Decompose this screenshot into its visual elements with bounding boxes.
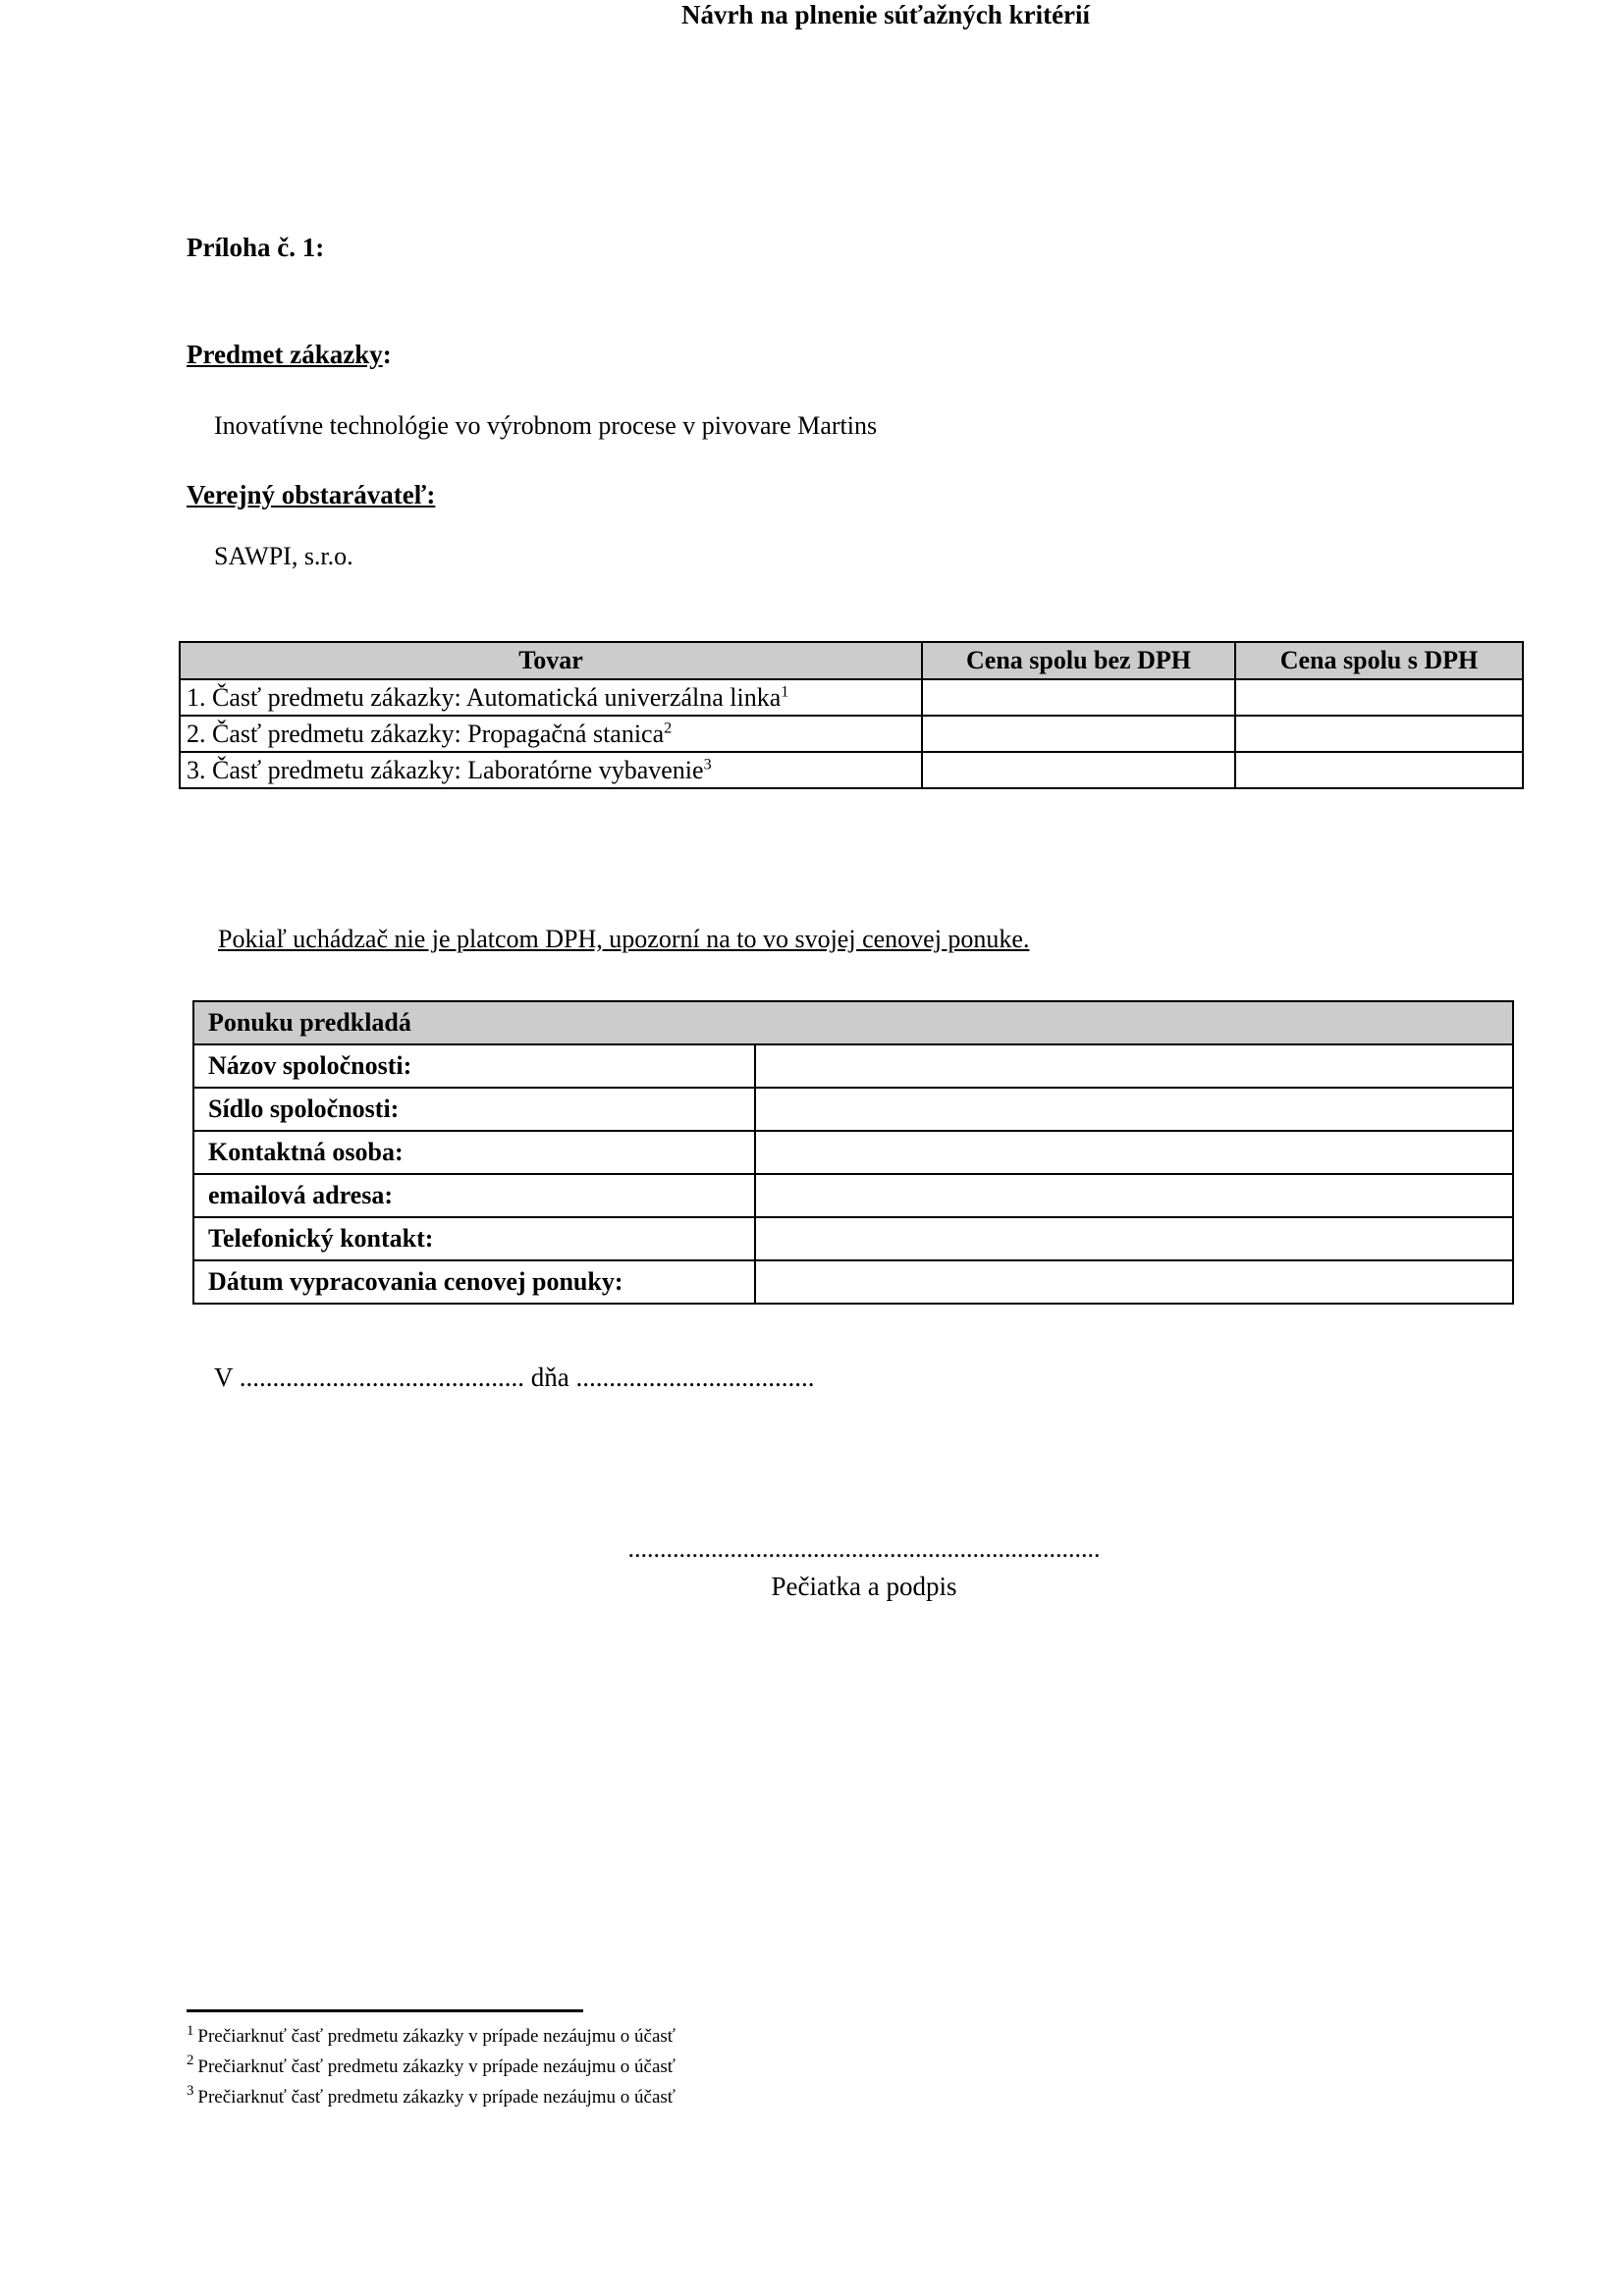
footnote-text: Prečiarknuť časť predmetu zákazky v prípade nezáujmu o účasť (197, 2056, 676, 2077)
bidder-table-header-label: Ponuku predkladá (193, 1001, 1513, 1044)
table-row (193, 1217, 1513, 1260)
field-value-offer-date[interactable] (755, 1260, 1513, 1304)
goods-item-label: 3. Časť predmetu zákazky: Laboratórne vybavenie (187, 755, 704, 784)
place-and-date-line[interactable]: V ........................................... dňa .................................... (214, 1362, 815, 1392)
table-header-row (180, 642, 1523, 679)
goods-item-cell (180, 716, 922, 752)
footnote-list (187, 2022, 1365, 2112)
field-value-email[interactable] (755, 1174, 1513, 1217)
bidder-table-header-row (193, 1001, 1513, 1044)
column-header-price-gross: Cena spolu s DPH (1235, 642, 1523, 679)
section-heading-subject-text: Predmet zákazky (187, 340, 383, 369)
price-net-cell[interactable] (922, 752, 1235, 788)
footnote-ref: 3 (703, 755, 712, 773)
footnote-item (187, 2053, 1365, 2083)
price-net-cell[interactable] (922, 679, 1235, 716)
field-label-company-address: Sídlo spoločnosti: (193, 1088, 755, 1131)
field-value-company-name[interactable] (755, 1044, 1513, 1088)
section-heading-authority-text: Verejný obstarávateľ: (187, 480, 436, 509)
table-row (180, 752, 1523, 788)
field-label-company-name: Názov spoločnosti: (193, 1044, 755, 1088)
footnote-ref: 1 (781, 682, 789, 700)
appendix-label: Príloha č. 1: (187, 233, 325, 262)
field-value-contact-person[interactable] (755, 1131, 1513, 1174)
footnote-marker: 2 (187, 2053, 194, 2069)
section-heading-authority (187, 480, 435, 510)
signature-dotted-line[interactable]: .......................................................................... (627, 1534, 1101, 1563)
signature-caption: Pečiatka a podpis (771, 1572, 957, 1601)
footnote-item (187, 2083, 1365, 2113)
section-heading-subject (187, 340, 392, 370)
table-row (180, 679, 1523, 716)
section-value-authority: SAWPI, s.r.o. (214, 542, 353, 570)
table-row (193, 1044, 1513, 1088)
column-header-item: Tovar (180, 642, 922, 679)
field-label-email: emailová adresa: (193, 1174, 755, 1217)
footnote-ref: 2 (664, 719, 673, 736)
table-row (193, 1260, 1513, 1304)
goods-item-label: 2. Časť predmetu zákazky: Propagačná stanica (187, 719, 665, 748)
table-row (180, 716, 1523, 752)
section-heading-subject-colon: : (382, 340, 392, 369)
field-label-offer-date: Dátum vypracovania cenovej ponuky: (193, 1260, 755, 1304)
signature-block (560, 1536, 1168, 1602)
goods-price-table (179, 641, 1524, 789)
price-gross-cell[interactable] (1235, 679, 1523, 716)
vat-note: Pokiaľ uchádzač nie je platcom DPH, upozorní na to vo svojej cenovej ponuke. (218, 925, 1030, 953)
price-gross-cell[interactable] (1235, 752, 1523, 788)
footnote-marker: 3 (187, 2083, 194, 2100)
field-label-contact-person: Kontaktná osoba: (193, 1131, 755, 1174)
table-row (193, 1088, 1513, 1131)
field-value-phone[interactable] (755, 1217, 1513, 1260)
field-label-phone: Telefonický kontakt: (193, 1217, 755, 1260)
goods-item-label: 1. Časť predmetu zákazky: Automatická univerzálna linka (187, 682, 782, 712)
field-value-company-address[interactable] (755, 1088, 1513, 1131)
section-value-subject: Inovatívne technológie vo výrobnom procese v pivovare Martins (214, 411, 878, 440)
table-row (193, 1174, 1513, 1217)
footnote-marker: 1 (187, 2022, 194, 2039)
goods-item-cell (180, 679, 922, 716)
price-net-cell[interactable] (922, 716, 1235, 752)
goods-item-cell (180, 752, 922, 788)
page-title: Návrh na plnenie súťažných kritérií (680, 0, 1091, 29)
column-header-price-net: Cena spolu bez DPH (922, 642, 1235, 679)
price-gross-cell[interactable] (1235, 716, 1523, 752)
bidder-details-table (192, 1000, 1514, 1305)
footnote-item (187, 2022, 1365, 2053)
table-row (193, 1131, 1513, 1174)
footnote-separator (187, 2009, 583, 2012)
footnote-text: Prečiarknuť časť predmetu zákazky v prípade nezáujmu o účasť (197, 2086, 676, 2108)
footnote-text: Prečiarknuť časť predmetu zákazky v prípade nezáujmu o účasť (197, 2026, 676, 2047)
